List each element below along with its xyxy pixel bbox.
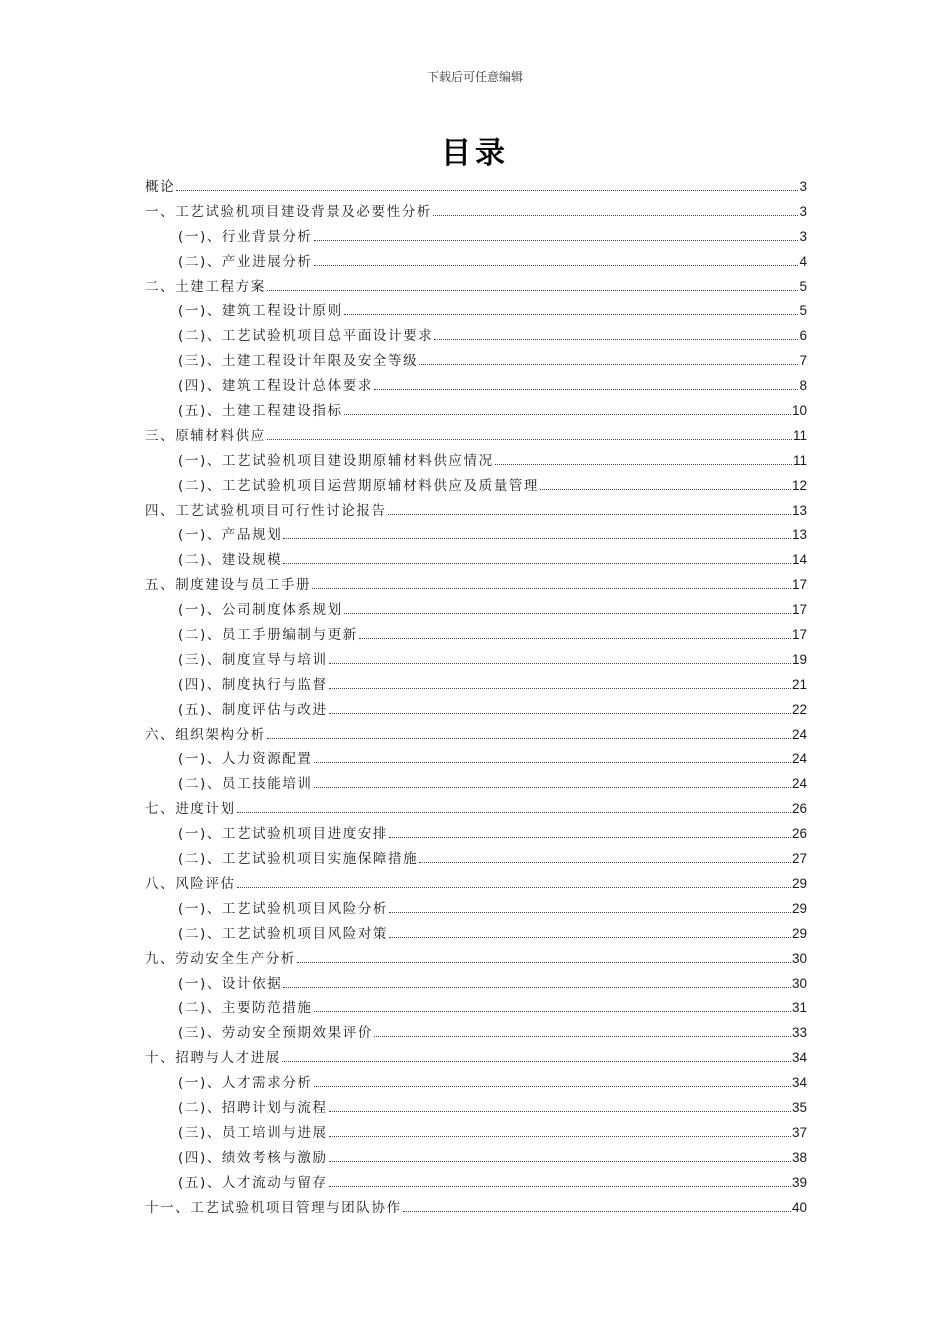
toc-entry-label: (二)、工艺试验机项目总平面设计要求 — [178, 328, 434, 345]
toc-subentry[interactable] — [145, 648, 807, 673]
toc-leader-dots — [297, 946, 791, 963]
toc-entry-label: 六、组织架构分析 — [145, 726, 266, 743]
toc-subentry[interactable] — [145, 747, 807, 772]
toc-entry[interactable] — [145, 275, 807, 300]
toc-subentry[interactable] — [145, 1171, 807, 1196]
toc-page-number: 31 — [791, 1000, 807, 1016]
toc-page-number: 10 — [791, 403, 807, 419]
toc-page-number: 38 — [791, 1149, 807, 1165]
toc-entry-label: 三、原辅材料供应 — [145, 427, 266, 444]
toc-entry[interactable] — [145, 797, 807, 822]
toc-entry-label: (二)、工艺试验机项目实施保障措施 — [178, 851, 419, 868]
toc-page-number: 8 — [799, 378, 807, 394]
toc-subentry[interactable] — [145, 299, 807, 324]
toc-subentry[interactable] — [145, 1121, 807, 1146]
toc-page-number: 5 — [799, 303, 807, 319]
toc-page-number: 11 — [792, 452, 807, 468]
toc-entry-label: 八、风险评估 — [145, 875, 236, 892]
toc-entry[interactable] — [145, 499, 807, 524]
toc-subentry[interactable] — [145, 548, 807, 573]
toc-entry-label: 七、进度计划 — [145, 801, 236, 818]
toc-page-number: 22 — [791, 701, 807, 717]
toc-leader-dots — [388, 498, 791, 515]
toc-page-number: 7 — [799, 353, 807, 369]
toc-entry-label: 五、制度建设与员工手册 — [145, 577, 312, 594]
toc-leader-dots — [329, 1120, 791, 1137]
toc-entry-label: (一)、人才需求分析 — [178, 1075, 313, 1092]
toc-subentry[interactable] — [145, 449, 807, 474]
toc-leader-dots — [237, 871, 791, 888]
toc-subentry[interactable] — [145, 225, 807, 250]
toc-entry[interactable] — [145, 723, 807, 748]
toc-subentry[interactable] — [145, 698, 807, 723]
toc-leader-dots — [329, 1170, 791, 1187]
toc-entry-label: (一)、人力资源配置 — [178, 751, 313, 768]
toc-page-number: 26 — [791, 801, 807, 817]
toc-entry[interactable] — [145, 200, 807, 225]
toc-subentry[interactable] — [145, 598, 807, 623]
toc-subentry[interactable] — [145, 523, 807, 548]
toc-entry-label: (一)、工艺试验机项目建设期原辅材料供应情况 — [178, 452, 494, 469]
toc-page-number: 40 — [791, 1199, 807, 1215]
toc-entry-label: (一)、工艺试验机项目进度安排 — [178, 826, 389, 843]
toc-subentry[interactable] — [145, 1071, 807, 1096]
toc-leader-dots — [344, 398, 791, 415]
toc-leader-dots — [314, 249, 799, 266]
toc-entry-label: (二)、建设规模 — [178, 552, 283, 569]
toc-page-number: 37 — [791, 1124, 807, 1140]
toc-entry-label: (二)、招聘计划与流程 — [178, 1099, 328, 1116]
toc-page-number: 3 — [799, 179, 807, 194]
toc-leader-dots — [419, 348, 798, 365]
toc-leader-dots — [329, 1145, 791, 1162]
toc-subentry[interactable] — [145, 847, 807, 872]
toc-entry-label: (三)、土建工程设计年限及安全等级 — [178, 353, 419, 370]
toc-leader-dots — [283, 971, 791, 988]
toc-page-number: 6 — [799, 328, 807, 344]
toc-entry-label: (三)、员工培训与进展 — [178, 1124, 328, 1141]
toc-leader-dots — [329, 1095, 791, 1112]
toc-subentry[interactable] — [145, 1096, 807, 1121]
toc-page-number: 11 — [792, 427, 807, 443]
toc-page-number: 33 — [791, 1025, 807, 1041]
toc-entry[interactable] — [145, 573, 807, 598]
toc-leader-dots — [344, 597, 791, 614]
toc-leader-dots — [359, 622, 791, 639]
toc-page-number: 13 — [791, 502, 807, 518]
toc-entry-label: (三)、劳动安全预期效果评价 — [178, 1025, 373, 1042]
toc-page-number: 3 — [799, 203, 807, 219]
toc-entry-label: (四)、绩效考核与激励 — [178, 1149, 328, 1166]
toc-entry-label: 二、土建工程方案 — [145, 278, 266, 295]
toc-entry[interactable] — [145, 947, 807, 972]
toc-leader-dots — [403, 1195, 791, 1212]
toc-entry-label: 十、招聘与人才进展 — [145, 1050, 281, 1067]
toc-entry-label: (五)、人才流动与留存 — [178, 1174, 328, 1191]
toc-leader-dots — [282, 1045, 791, 1062]
toc-entry-label: (五)、制度评估与改进 — [178, 701, 328, 718]
toc-subentry[interactable] — [145, 374, 807, 399]
toc-leader-dots — [329, 672, 791, 689]
toc-entry-label: (一)、公司制度体系规划 — [178, 602, 343, 619]
toc-entry-label: (一)、工艺试验机项目风险分析 — [178, 900, 389, 917]
toc-leader-dots — [314, 746, 791, 763]
toc-page-number: 3 — [799, 228, 807, 244]
toc-entry[interactable] — [145, 1196, 807, 1221]
toc-leader-dots — [267, 274, 799, 291]
toc-subentry[interactable] — [145, 822, 807, 847]
toc-leader-dots — [419, 846, 791, 863]
toc-entry-label: (四)、制度执行与监督 — [178, 676, 328, 693]
toc-entry-label: (一)、行业背景分析 — [178, 228, 313, 245]
toc-leader-dots — [374, 1020, 791, 1037]
toc-page-number: 30 — [791, 975, 807, 991]
toc-page-number: 29 — [791, 875, 807, 891]
toc-page-number: 34 — [791, 1050, 807, 1066]
toc-subentry[interactable] — [145, 474, 807, 499]
toc-leader-dots — [314, 1070, 791, 1087]
toc-subentry[interactable] — [145, 897, 807, 922]
toc-leader-dots — [329, 697, 791, 714]
toc-entry-label: 九、劳动安全生产分析 — [145, 950, 296, 967]
toc-leader-dots — [389, 896, 791, 913]
toc-entry-label: 十一、工艺试验机项目管理与团队协作 — [145, 1199, 402, 1216]
table-of-contents — [145, 175, 807, 1220]
toc-leader-dots — [312, 572, 791, 589]
toc-entry-label: (二)、员工技能培训 — [178, 776, 313, 793]
page-header: 下载后可任意编辑 — [426, 70, 523, 84]
toc-entry[interactable] — [145, 1046, 807, 1071]
toc-entry-label: (二)、工艺试验机项目运营期原辅材料供应及质量管理 — [178, 477, 540, 494]
toc-subentry[interactable] — [145, 1146, 807, 1171]
toc-leader-dots — [433, 199, 799, 216]
toc-subentry[interactable] — [145, 673, 807, 698]
toc-entry[interactable] — [145, 872, 807, 897]
page-title: 目录 — [441, 136, 509, 171]
toc-leader-dots — [374, 373, 799, 390]
toc-page-number: 14 — [791, 552, 807, 568]
toc-page-number: 35 — [791, 1099, 807, 1115]
toc-page-number: 39 — [791, 1174, 807, 1190]
toc-leader-dots — [344, 298, 799, 315]
toc-entry-label: (二)、工艺试验机项目风险对策 — [178, 925, 389, 942]
toc-leader-dots — [389, 821, 791, 838]
toc-leader-dots — [314, 995, 791, 1012]
toc-leader-dots — [267, 722, 791, 739]
toc-entry-label: (一)、产品规划 — [178, 527, 283, 544]
toc-page-number: 13 — [791, 527, 807, 543]
toc-subentry[interactable] — [145, 324, 807, 349]
toc-subentry[interactable] — [145, 349, 807, 374]
toc-subentry[interactable] — [145, 250, 807, 275]
toc-entry-label: (一)、建筑工程设计原则 — [178, 303, 343, 320]
toc-entry[interactable] — [145, 424, 807, 449]
toc-page-number: 29 — [791, 900, 807, 916]
toc-page-number: 27 — [791, 851, 807, 867]
toc-entry-label: 概论 — [145, 179, 176, 195]
toc-leader-dots — [283, 522, 791, 539]
toc-subentry[interactable] — [145, 996, 807, 1021]
toc-page-number: 24 — [791, 776, 807, 792]
toc-entry-label: (二)、产业进展分析 — [178, 253, 313, 270]
toc-page-number: 30 — [791, 950, 807, 966]
toc-subentry[interactable] — [145, 972, 807, 997]
toc-subentry[interactable] — [145, 772, 807, 797]
toc-entry-label: (一)、设计依据 — [178, 975, 283, 992]
toc-entry-label: 四、工艺试验机项目可行性讨论报告 — [145, 502, 387, 519]
toc-page-number: 17 — [791, 602, 807, 618]
toc-entry-label: 一、工艺试验机项目建设背景及必要性分析 — [145, 203, 432, 220]
toc-subentry[interactable] — [145, 1021, 807, 1046]
toc-leader-dots — [540, 473, 791, 490]
toc-leader-dots — [237, 796, 791, 813]
toc-page-number: 24 — [791, 726, 807, 742]
toc-leader-dots — [434, 323, 798, 340]
toc-entry-label: (二)、员工手册编制与更新 — [178, 627, 358, 644]
toc-page-number: 26 — [791, 826, 807, 842]
toc-entry-label: (五)、土建工程建设指标 — [178, 403, 343, 420]
toc-leader-dots — [495, 448, 792, 465]
toc-leader-dots — [329, 647, 791, 664]
toc-entry[interactable] — [145, 175, 807, 200]
toc-subentry[interactable] — [145, 922, 807, 947]
toc-entry-label: (二)、主要防范措施 — [178, 1000, 313, 1017]
toc-subentry[interactable] — [145, 623, 807, 648]
toc-page-number: 17 — [791, 627, 807, 643]
toc-leader-dots — [267, 423, 792, 440]
toc-leader-dots — [283, 547, 791, 564]
toc-leader-dots — [314, 771, 791, 788]
toc-page-number: 12 — [791, 477, 807, 493]
toc-leader-dots — [176, 174, 798, 191]
toc-subentry[interactable] — [145, 399, 807, 424]
toc-entry-label: (四)、建筑工程设计总体要求 — [178, 378, 373, 395]
toc-page-number: 34 — [791, 1075, 807, 1091]
toc-leader-dots — [314, 224, 799, 241]
toc-page-number: 19 — [791, 651, 807, 667]
toc-leader-dots — [389, 921, 791, 938]
toc-page-number: 29 — [791, 925, 807, 941]
toc-page-number: 21 — [791, 676, 807, 692]
toc-page-number: 24 — [791, 751, 807, 767]
toc-page-number: 17 — [791, 577, 807, 593]
toc-page-number: 5 — [799, 278, 807, 294]
toc-page-number: 4 — [799, 253, 807, 269]
toc-entry-label: (三)、制度宣导与培训 — [178, 651, 328, 668]
